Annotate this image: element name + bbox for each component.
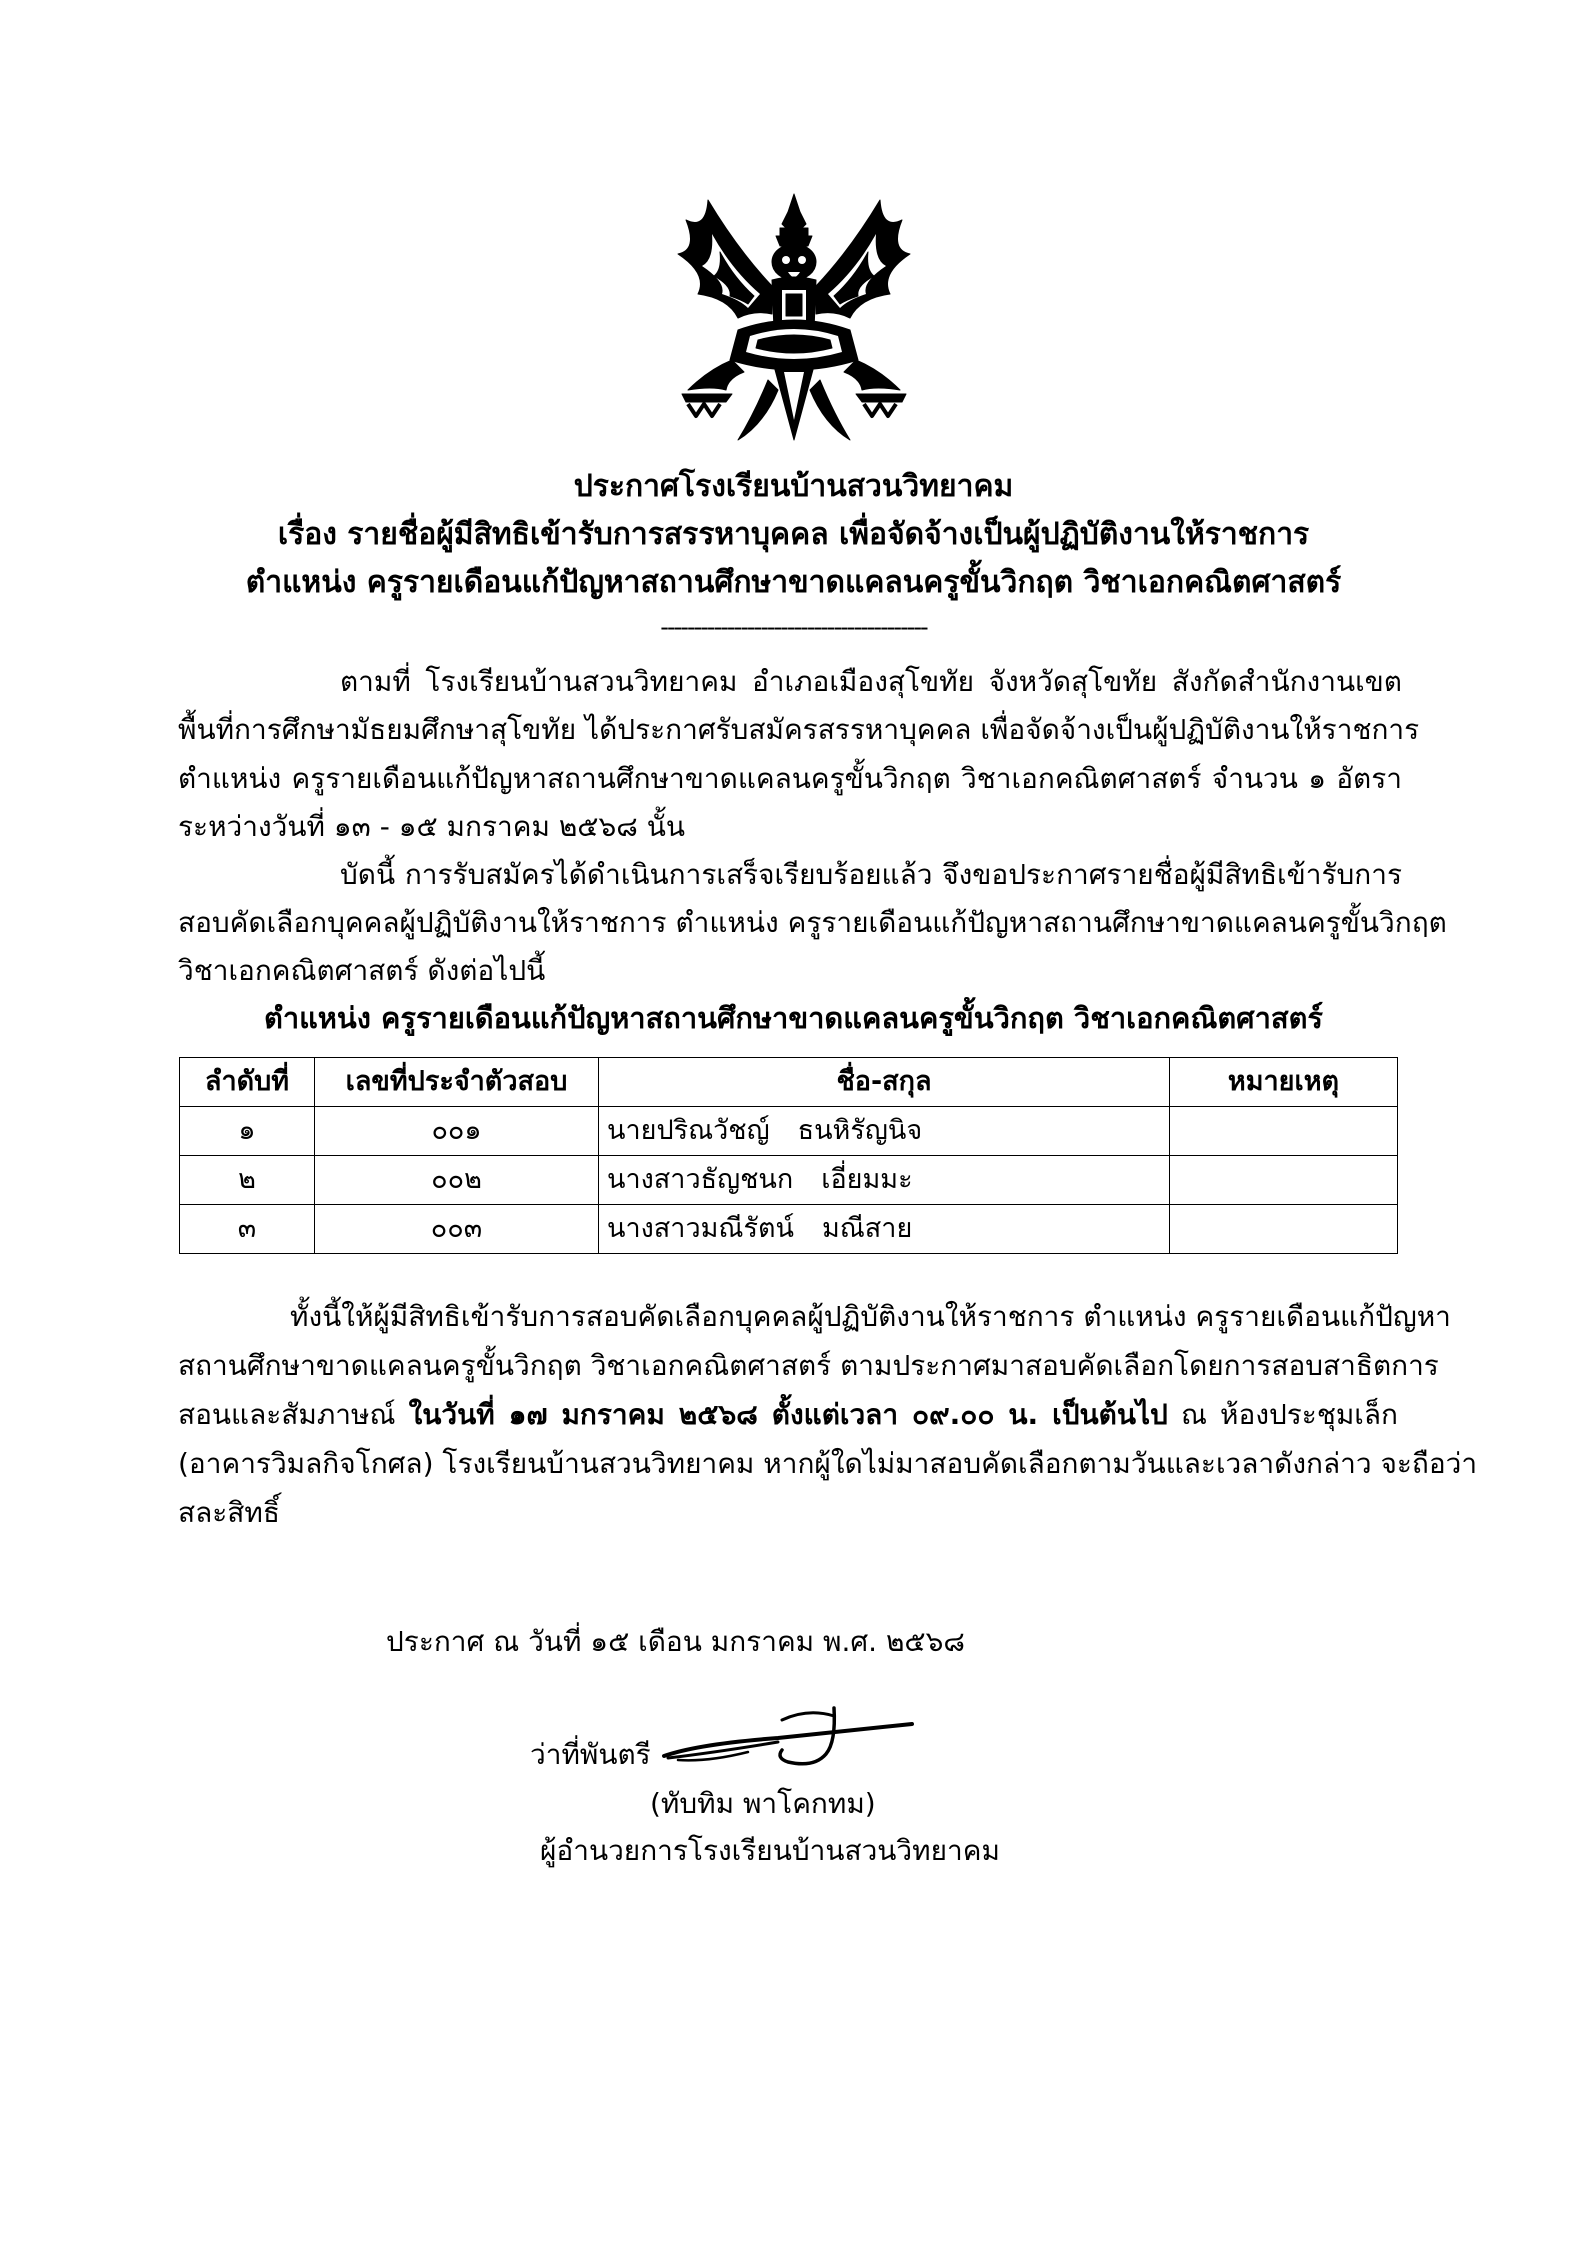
row-remark <box>1170 1205 1398 1254</box>
table-header-row <box>180 1058 1398 1107</box>
announcement-position: ตำแหน่ง ครูรายเดือนแก้ปัญหาสถานศึกษาขาดแคลนครูขั้นวิกฤต วิชาเอกคณิตศาสตร์ <box>245 565 1342 600</box>
table-row <box>180 1156 1398 1205</box>
first-name: นางสาวธัญชนก <box>607 1164 794 1195</box>
first-name: นางสาวมณีรัตน์ <box>607 1213 794 1244</box>
exam-date-time: ในวันที่ ๑๗ มกราคม ๒๕๖๘ ตั้งแต่เวลา ๐๙.๐๐ น. เป็นต้นไป <box>408 1398 1168 1431</box>
table-row <box>180 1205 1398 1254</box>
row-full-name <box>599 1156 1170 1205</box>
row-exam-number: ๐๐๑ <box>315 1107 599 1156</box>
paragraph-1-line-4: ระหว่างวันที่ ๑๓ - ๑๕ มกราคม ๒๕๖๘ นั้น <box>178 810 686 843</box>
first-name: นายปริณวัชญ์ <box>607 1115 770 1146</box>
closing-line-3-pre: สอนและสัมภาษณ์ <box>178 1398 409 1431</box>
table-heading: ตำแหน่ง ครูรายเดือนแก้ปัญหาสถานศึกษาขาดแคลนครูขั้นวิกฤต วิชาเอกคณิตศาสตร์ <box>264 1001 1323 1035</box>
closing-line-4: (อาคารวิมลกิจโกศล) โรงเรียนบ้านสวนวิทยาคม หากผู้ใดไม่มาสอบคัดเลือกตามวันและเวลาดังกล่าว จะถือว่า <box>178 1447 1478 1480</box>
announcement-subject: เรื่อง รายชื่อผู้มีสิทธิเข้ารับการสรรหาบุคคล เพื่อจัดจ้างเป็นผู้ปฏิบัติงานให้ราชการ <box>277 517 1310 552</box>
closing-line-2: สถานศึกษาขาดแคลนครูขั้นวิกฤต วิชาเอกคณิตศาสตร์ ตามประกาศมาสอบคัดเลือกโดยการสอบสาธิตการ <box>178 1349 1439 1382</box>
paragraph-2-line-2: สอบคัดเลือกบุคคลผู้ปฏิบัติงานให้ราชการ ตำแหน่ง ครูรายเดือนแก้ปัญหาสถานศึกษาขาดแคลนครูขั้นวิกฤต <box>178 906 1447 939</box>
row-remark <box>1170 1107 1398 1156</box>
handwritten-signature-icon <box>658 1702 920 1782</box>
last-name: มณีสาย <box>821 1213 913 1244</box>
candidates-table <box>179 1057 1398 1254</box>
closing-line-5: สละสิทธิ์ <box>178 1496 280 1529</box>
garuda-emblem-icon <box>668 190 920 445</box>
announcement-date: ประกาศ ณ วันที่ ๑๕ เดือน มกราคม พ.ศ. ๒๕๖๘ <box>386 1625 965 1658</box>
announcement-title: ประกาศโรงเรียนบ้านสวนวิทยาคม <box>573 469 1014 504</box>
paragraph-1-line-3: ตำแหน่ง ครูรายเดือนแก้ปัญหาสถานศึกษาขาดแคลนครูขั้นวิกฤต วิชาเอกคณิตศาสตร์ จำนวน ๑ อัตรา <box>178 762 1402 795</box>
paragraph-2-line-3: วิชาเอกคณิตศาสตร์ ดังต่อไปนี้ <box>178 954 546 987</box>
paragraph-1-line-2: พื้นที่การศึกษามัธยมศึกษาสุโขทัย ได้ประกาศรับสมัครสรรหาบุคคล เพื่อจัดจ้างเป็นผู้ปฏิบัติงานให้ราชการ <box>178 713 1420 746</box>
signer-position: ผู้อำนวยการโรงเรียนบ้านสวนวิทยาคม <box>540 1834 1000 1867</box>
row-exam-number: ๐๐๒ <box>315 1156 599 1205</box>
row-exam-number: ๐๐๓ <box>315 1205 599 1254</box>
last-name: ธนหิรัญนิจ <box>797 1115 923 1146</box>
row-order: ๒ <box>180 1156 315 1205</box>
table-row <box>180 1107 1398 1156</box>
row-remark <box>1170 1156 1398 1205</box>
row-order: ๑ <box>180 1107 315 1156</box>
header-exam-number: เลขที่ประจำตัวสอบ <box>315 1058 599 1107</box>
row-order: ๓ <box>180 1205 315 1254</box>
paragraph-1-line-1: ตามที่ โรงเรียนบ้านสวนวิทยาคม อำเภอเมืองสุโขทัย จังหวัดสุโขทัย สังกัดสำนักงานเขต <box>340 665 1402 698</box>
closing-line-1: ทั้งนี้ให้ผู้มีสิทธิเข้ารับการสอบคัดเลือกบุคคลผู้ปฏิบัติงานให้ราชการ ตำแหน่ง ครูรายเดือนแก้ปัญหา <box>290 1300 1451 1333</box>
row-full-name <box>599 1205 1170 1254</box>
signer-rank: ว่าที่พันตรี <box>530 1738 651 1771</box>
paragraph-2-line-1: บัดนี้ การรับสมัครได้ดำเนินการเสร็จเรียบร้อยแล้ว จึงขอประกาศรายชื่อผู้มีสิทธิเข้ารับการ <box>340 858 1402 891</box>
divider-line: ---------------------------------------- <box>660 613 927 641</box>
header-full-name: ชื่อ-สกุล <box>599 1058 1170 1107</box>
last-name: เอี่ยมมะ <box>821 1164 913 1195</box>
header-order: ลำดับที่ <box>180 1058 315 1107</box>
header-remark: หมายเหตุ <box>1170 1058 1398 1107</box>
signer-name: (ทับทิม พาโคกทม) <box>650 1787 876 1820</box>
row-full-name <box>599 1107 1170 1156</box>
closing-line-3 <box>178 1394 1398 1436</box>
closing-line-3-post: ณ ห้องประชุมเล็ก <box>1167 1398 1398 1431</box>
